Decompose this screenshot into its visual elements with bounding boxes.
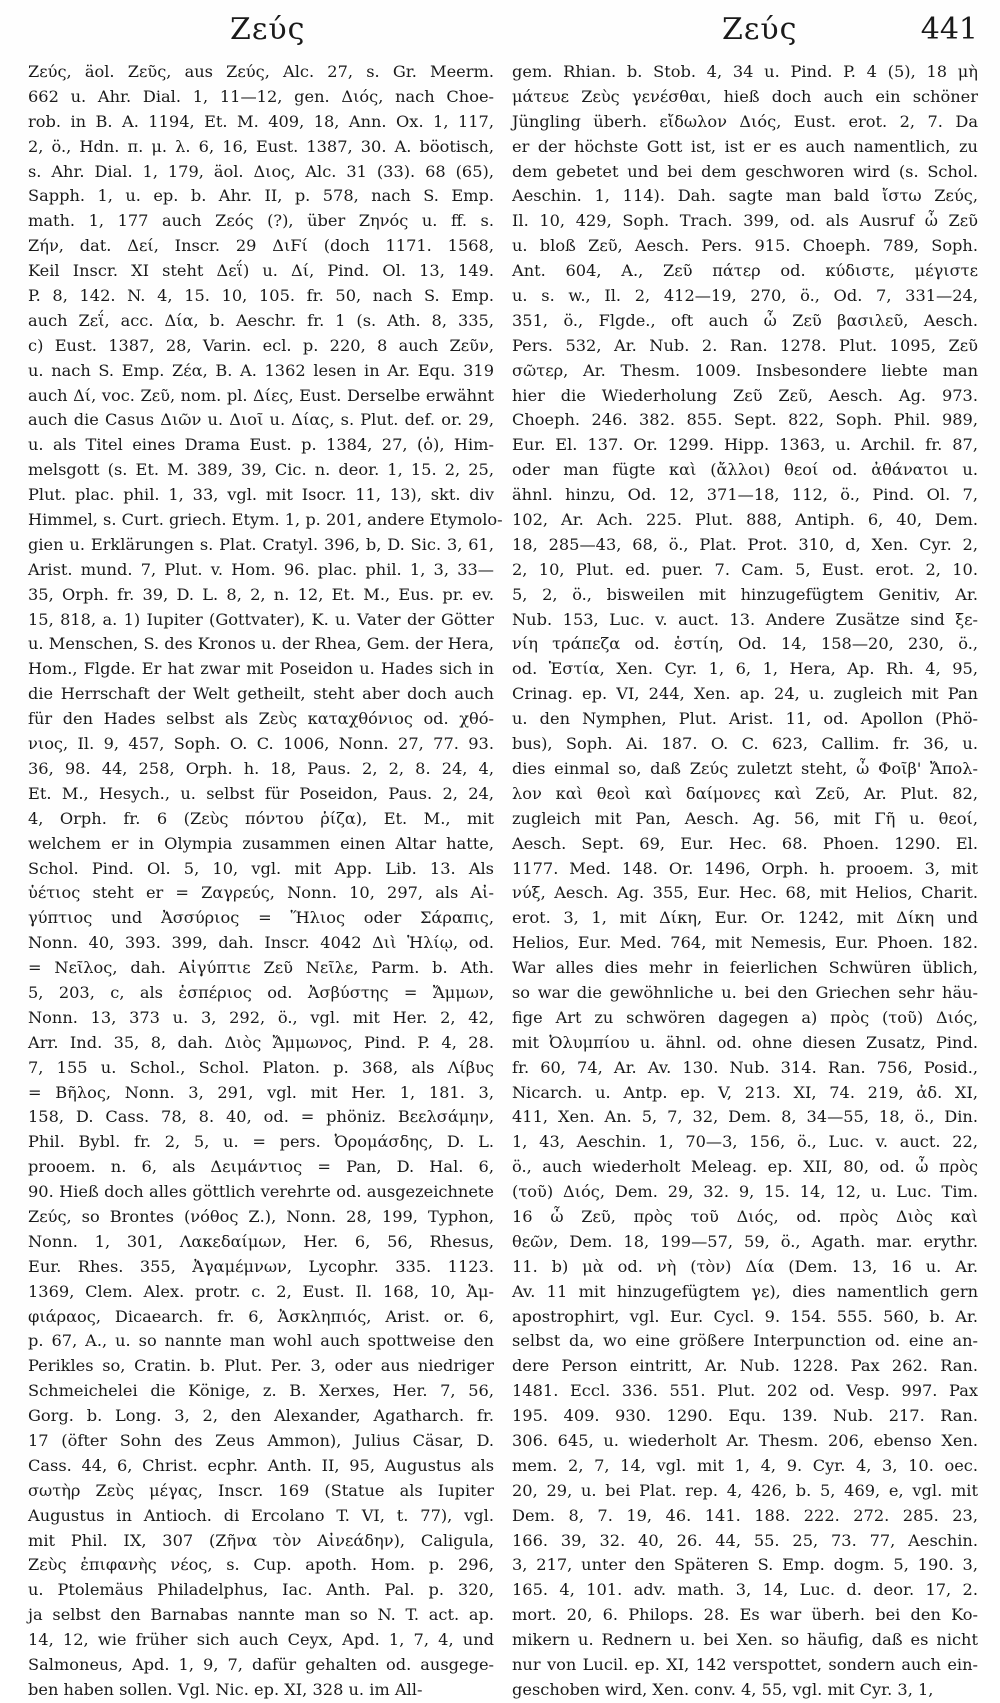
text-line: geschoben wird, Xen. conv. 4, 55, vgl. mit Cyr. 3, 1,	[512, 1679, 934, 1699]
text-line: rob. in B. A. 1194, Et. M. 409, 18, Ann. Ox. 1, 117,	[28, 111, 494, 131]
text-line: Phil. Bybl. fr. 2, 5, u. = pers. Ὀρομάσδης, D. L.	[28, 1132, 494, 1152]
text-line: so war die gewöhnliche u. bei den Griechen sehr häu-	[512, 982, 978, 1002]
text-line: Sapph. 1, u. ep. b. Ahr. II, p. 578, nach S. Emp.	[28, 186, 494, 206]
text-line: 35, Orph. fr. 39, D. L. 8, 2, n. 12, Et. M., Eus. pr. ev.	[28, 584, 494, 604]
text-line: mikern u. Rednern u. bei Xen. so häufig, daß es nicht	[512, 1630, 978, 1650]
text-line: u. Menschen, S. des Kronos u. der Rhea, Gem. der Hera,	[28, 634, 494, 654]
text-line: σῶτερ, Ar. Thesm. 1009. Insbesondere liebte man	[512, 360, 978, 380]
text-line: 5, 2, ö., bisweilen mit hinzugefügtem Genitiv, Ar.	[512, 584, 978, 604]
text-line: erot. 3, 1, mit Δίκη, Eur. Or. 1242, mit Δίκη und	[512, 908, 978, 928]
text-line: s. Ahr. Dial. 1, 179, äol. Διος, Alc. 31 (33). 68 (65),	[28, 161, 494, 181]
text-line: u. Ptolemäus Philadelphus, Iac. Anth. Pal. p. 320,	[28, 1580, 494, 1600]
text-line: 1369, Clem. Alex. protr. c. 2, Eust. Il. 168, 10, Ἀμ-	[28, 1281, 494, 1301]
text-line: 411, Xen. An. 5, 7, 32, Dem. 8, 34—55, 18, ö., Din.	[512, 1107, 978, 1127]
text-line: νύξ, Aesch. Ag. 355, Eur. Hec. 68, mit Helios, Charit.	[512, 883, 978, 903]
text-line: u. den Nymphen, Plut. Arist. 11, od. Apollon (Phö-	[512, 709, 978, 729]
text-line: u. nach S. Emp. Ζέα, B. A. 1362 lesen in Ar. Equ. 319	[28, 360, 494, 380]
text-line: Gorg. b. Long. 3, 2, den Alexander, Agatharch. fr.	[28, 1406, 494, 1426]
text-line: Eur. Rhes. 355, Ἀγαμέμνων, Lycophr. 335. 1123.	[28, 1256, 494, 1276]
text-line: 165. 4, 101. adv. math. 3, 14, Luc. d. deor. 17, 2.	[512, 1580, 978, 1600]
text-line: 2, ö., Hdn. π. μ. λ. 6, 16, Eust. 1387, 30. A. böotisch,	[28, 136, 494, 156]
text-line: Cass. 44, 6, Christ. ecphr. Anth. II, 95, Augustus als	[28, 1455, 494, 1475]
text-line: zugleich mit Pan, Aesch. Ag. 56, mit Γῆ u. θεοί,	[512, 808, 978, 828]
text-line: u. als Titel eines Drama Eust. p. 1384, 27, (ὁ), Him-	[28, 435, 494, 455]
text-line: 36, 98. 44, 258, Orph. h. 18, Paus. 2, 2, 8. 24, 4,	[28, 758, 494, 778]
text-line: mit Phil. IX, 307 (Ζῆνα τὸν Αἰνεάδην), Caligula,	[28, 1530, 494, 1550]
text-line: 166. 39, 32. 40, 26. 44, 55. 25, 73. 77, Aeschin.	[512, 1530, 978, 1550]
text-line: für den Hades selbst als Ζεὺς καταχθόνιος od. χθό-	[28, 709, 494, 729]
text-line: Himmel, s. Curt. griech. Etym. 1, p. 201, andere Etymolo-	[28, 510, 503, 530]
text-line: Arr. Ind. 35, 8, dah. Διὸς Ἄμμωνος, Pind. P. 4, 28.	[28, 1032, 494, 1052]
text-line: welchem er in Olympia zusammen einen Altar hatte,	[28, 833, 494, 853]
text-line: 102, Ar. Ach. 225. Plut. 888, Antiph. 6, 40, Dem.	[512, 510, 978, 530]
text-line: auch die Casus Διῶν u. Διοῖ u. Δίας, s. Plut. def. or. 29,	[28, 410, 494, 430]
text-line: φιάραος, Dicaearch. fr. 6, Ἀσκληπιός, Arist. or. 6,	[28, 1306, 494, 1326]
text-line: Il. 10, 429, Soph. Trach. 399, od. als Ausruf ὦ Ζεῦ	[512, 211, 978, 231]
text-line: Ζεὺς ἐπιφανὴς νέος, s. Cup. apoth. Hom. p. 296,	[28, 1555, 494, 1575]
text-line: 18, 285—43, 68, ö., Plat. Prot. 310, d, Xen. Cyr. 2,	[512, 534, 978, 554]
text-line: mit Ὀλυμπίου u. ähnl. od. ohne diesen Zusatz, Pind.	[512, 1032, 978, 1052]
text-line: 16 ὦ Ζεῦ, πρὸς τοῦ Διός, od. πρὸς Διὸς καὶ	[512, 1206, 978, 1226]
text-line: Crinag. ep. VI, 244, Xen. ap. 24, u. zugleich mit Pan	[512, 684, 978, 704]
text-line: c) Eust. 1387, 28, Varin. ecl. p. 220, 8 auch Ζεῦν,	[28, 335, 494, 355]
text-line: Nicarch. u. Antp. ep. V, 213. XI, 74. 219, ἀδ. XI,	[512, 1082, 978, 1102]
text-line: Aesch. Sept. 69, Eur. Hec. 68. Phoen. 1290. El.	[512, 833, 978, 853]
text-line: νιος, Il. 9, 457, Soph. O. C. 1006, Nonn. 27, 77. 93.	[28, 734, 494, 754]
text-line: gien u. Erklärungen s. Plat. Cratyl. 396, b, D. Sic. 3, 61,	[28, 534, 494, 554]
text-line: bus), Soph. Ai. 187. O. C. 623, Callim. fr. 36, u.	[512, 734, 978, 754]
text-line: γύπτιος und Ἀσσύριος = Ἥλιος oder Σάραπις,	[28, 908, 494, 928]
text-line: fige Art zu schwören dagegen a) πρὸς (τοῦ) Διός,	[512, 1007, 978, 1027]
text-line: od. Ἑστία, Xen. Cyr. 1, 6, 1, Hera, Ap. Rh. 4, 95,	[512, 659, 978, 679]
text-line: mem. 2, 7, 14, vgl. mit 1, 4, 9. Cyr. 4, 3, 10. oec.	[512, 1455, 978, 1475]
text-line: λον καὶ θεοὶ καὶ δαίμονες καὶ Ζεῦ, Ar. Plut. 82,	[512, 783, 978, 803]
text-line: selbst da, wo eine größere Interpunction od. eine an-	[512, 1331, 978, 1351]
text-line: 14, 12, wie früher sich auch Ceyx, Apd. 1, 7, 4, und	[28, 1630, 494, 1650]
text-line: 11. b) μὰ od. νὴ (τὸν) Δία (Dem. 13, 16 u. Ar.	[512, 1256, 978, 1276]
text-line: Plut. plac. phil. 1, 33, vgl. mit Isocr. 11, 13), skt. div	[28, 485, 494, 505]
text-line: Nonn. 13, 373 u. 3, 292, ö., vgl. mit Her. 2, 42,	[28, 1007, 494, 1027]
text-line: auch Δί, voc. Ζεῦ, nom. pl. Δίες, Eust. Derselbe erwähnt	[28, 385, 494, 405]
text-line: 90. Hieß doch alles göttlich verehrte od. ausgezeichnete	[28, 1182, 494, 1202]
page-number: 441	[920, 12, 978, 47]
text-line: dem gebetet und bei dem geschworen wird (s. Schol.	[512, 161, 978, 181]
text-line: 195. 409. 930. 1290. Equ. 139. Nub. 217. Ran.	[512, 1406, 978, 1426]
text-line: gem. Rhian. b. Stob. 4, 34 u. Pind. P. 4 (5), 18 μὴ	[512, 62, 978, 81]
text-line: Pers. 532, Ar. Nub. 2. Ran. 1278. Plut. 1095, Ζεῦ	[512, 335, 978, 355]
text-line: Helios, Eur. Med. 764, mit Nemesis, Eur. Phoen. 182.	[512, 933, 978, 953]
text-line: Schmeichelei die Könige, z. B. Xerxes, Her. 7, 56,	[28, 1381, 494, 1401]
text-line: Ζεύς, äol. Ζεῦς, aus Ζεύς, Alc. 27, s. Gr. Meerm.	[28, 62, 494, 81]
text-line: 1481. Eccl. 336. 551. Plut. 202 od. Vesp. 997. Pax	[512, 1381, 978, 1401]
text-line: mort. 20, 6. Philops. 28. Es war überh. bei den Ko-	[512, 1605, 978, 1625]
text-line: Ζεύς, so Brontes (νόθος Ζ.), Nonn. 28, 199, Typhon,	[28, 1206, 494, 1226]
text-line: auch Ζεΐ, acc. Δία, b. Aeschr. fr. 1 (s. Ath. 8, 335,	[28, 310, 494, 330]
left-column	[28, 60, 503, 1699]
text-line: Keil Inscr. XI steht Δεΐ) u. Δί, Pind. Ol. 13, 149.	[28, 261, 494, 281]
text-line: = Βῆλος, Nonn. 3, 291, vgl. mit Her. 1, 181. 3,	[28, 1082, 494, 1102]
text-line: νίη τράπεζα od. ἑστίη, Od. 14, 158—20, 230, ö.,	[512, 634, 978, 654]
text-line: oder man fügte καὶ (ἄλλοι) θεοί od. ἀθάνατοι u.	[512, 460, 978, 480]
text-line: ö., auch wiederholt Meleag. ep. XII, 80, od. ὦ πρὸς	[512, 1157, 978, 1177]
text-line: = Νεῖλος, dah. Αἰγύπτιε Ζεῦ Νεῖλε, Parm. b. Ath.	[28, 958, 494, 978]
text-line: σωτὴρ Ζεὺς μέγας, Inscr. 169 (Statue als Iupiter	[28, 1480, 494, 1500]
text-line: melsgott (s. Et. M. 389, 39, Cic. n. deor. 1, 15. 2, 25,	[28, 460, 494, 480]
text-line: (τοῦ) Διός, Dem. 29, 32. 9, 15. 14, 12, u. Luc. Tim.	[512, 1182, 978, 1202]
text-line: p. 67, A., u. so nannte man wohl auch spottweise den	[28, 1331, 494, 1351]
text-line: Av. 11 mit hinzugefügtem γε), dies namentlich gern	[512, 1281, 978, 1301]
text-line: math. 1, 177 auch Ζεός (?), über Ζηνός u. ff. s.	[28, 211, 494, 231]
text-line: ὑέτιος steht er = Ζαγρεύς, Nonn. 10, 297, als Αἰ-	[28, 883, 494, 903]
text-line: Ant. 604, A., Ζεῦ πάτερ od. κύδιστε, μέγιστε	[512, 261, 978, 281]
text-line: Jüngling überh. εἴδωλον Διός, Eust. erot. 2, 7. Da	[512, 111, 978, 131]
text-line: 4, Orph. fr. 6 (Ζεὺς πόντου ῥίζα), Et. M., mit	[28, 808, 494, 828]
text-line: μάτευε Ζεὺς γενέσθαι, hieß doch auch ein schöner	[512, 86, 978, 106]
text-line: dies einmal so, daß Ζεύς zuletzt steht, ὦ Φοῖβ' Ἄπολ-	[512, 758, 978, 778]
text-line: apostrophirt, vgl. Eur. Cycl. 9. 154. 555. 560, b. Ar.	[512, 1306, 978, 1326]
text-line: Et. M., Hesych., u. selbst für Poseidon, Paus. 2, 24,	[28, 783, 494, 803]
right-column	[512, 60, 978, 1699]
running-headword-left: Ζεύς	[230, 12, 306, 47]
running-headword-right: Ζεύς	[722, 12, 798, 47]
text-line: nur von Lucil. ep. XI, 142 verspottet, sondern auch ein-	[512, 1655, 978, 1674]
text-line: ähnl. hinzu, Od. 12, 371—18, 112, ö., Pind. Ol. 7,	[512, 485, 978, 505]
text-line: 662 u. Ahr. Dial. 1, 11—12, gen. Διός, nach Choe-	[28, 86, 494, 106]
text-line: ja selbst den Barnabas nannte man so N. T. act. ap.	[28, 1605, 494, 1625]
text-line: Ζήν, dat. Δεί, Inscr. 29 ΔιϜί (doch 1171. 1568,	[28, 236, 494, 256]
text-line: Salmoneus, Apd. 1, 9, 7, dafür gehalten od. ausgege-	[28, 1655, 494, 1674]
text-line: er der höchste Gott ist, ist er es auch namentlich, zu	[512, 136, 978, 156]
text-line: 17 (öfter Sohn des Zeus Ammon), Julius Cäsar, D.	[28, 1430, 494, 1450]
text-line: ben haben sollen. Vgl. Nic. ep. XI, 328 u. im All-	[28, 1679, 423, 1699]
text-line: Perikles so, Cratin. b. Plut. Per. 3, oder aus niedriger	[28, 1356, 494, 1376]
text-line: 3, 217, unter den Späteren S. Emp. dogm. 5, 190. 3,	[512, 1555, 978, 1575]
text-line: Arist. mund. 7, Plut. v. Hom. 96. plac. phil. 1, 3, 33—	[28, 559, 494, 579]
text-line: 1, 43, Aeschin. 1, 70—3, 156, ö., Luc. v. auct. 22,	[512, 1132, 978, 1152]
text-line: 1177. Med. 148. Or. 1496, Orph. h. prooem. 3, mit	[512, 858, 978, 878]
text-line: Choeph. 246. 382. 855. Sept. 822, Soph. Phil. 989,	[512, 410, 978, 430]
text-line: Nonn. 1, 301, Λακεδαίμων, Her. 6, 56, Rhesus,	[28, 1231, 494, 1251]
text-line: 15, 818, a. 1) Iupiter (Gottvater), K. u. Vater der Götter	[28, 609, 494, 629]
text-line: Dem. 8, 7. 19, 46. 141. 188. 222. 272. 285. 23,	[512, 1505, 978, 1525]
text-line: fr. 60, 74, Ar. Av. 130. Nub. 314. Ran. 756, Posid.,	[512, 1057, 978, 1077]
text-line: prooem. n. 6, als Δειμάντιος = Pan, D. Hal. 6,	[28, 1157, 494, 1177]
text-line: u. bloß Ζεῦ, Aesch. Pers. 915. Choeph. 789, Soph.	[512, 236, 978, 256]
text-line: die Herrschaft der Welt getheilt, steht aber doch auch	[28, 684, 494, 704]
text-line: hier die Wiederholung Ζεῦ Ζεῦ, Aesch. Ag. 973.	[512, 385, 978, 405]
text-line: dere Person eintritt, Ar. Nub. 1228. Pax 262. Ran.	[512, 1356, 978, 1376]
text-line: P. 8, 142. N. 4, 15. 10, 105. fr. 50, nach S. Emp.	[28, 286, 494, 306]
text-line: 2, 10, Plut. ed. puer. 7. Cam. 5, Eust. erot. 2, 10.	[512, 559, 978, 579]
text-columns	[28, 60, 978, 1699]
text-line: 7, 155 u. Schol., Schol. Platon. p. 368, als Λίβυς	[28, 1057, 494, 1077]
text-line: Schol. Pind. Ol. 5, 10, vgl. mit App. Lib. 13. Als	[28, 858, 494, 878]
text-line: 351, ö., Flgde., oft auch ὦ Ζεῦ βασιλεῦ, Aesch.	[512, 310, 978, 330]
running-header	[20, 8, 980, 54]
text-line: u. s. w., Il. 2, 412—19, 270, ö., Od. 7, 331—24,	[512, 286, 978, 306]
text-line: Nonn. 40, 393. 399, dah. Inscr. 4042 Διὶ Ἡλίῳ, od.	[28, 933, 494, 953]
text-line: Nub. 153, Luc. v. auct. 13. Andere Zusätze sind ξε-	[512, 609, 978, 629]
text-line: 306. 645, u. wiederholt Ar. Thesm. 206, ebenso Xen.	[512, 1430, 978, 1450]
text-line: 158, D. Cass. 78, 8. 40, od. = phöniz. Βεελσάμην,	[28, 1107, 494, 1127]
text-line: War alles dies mehr in feierlichen Schwüren üblich,	[512, 958, 978, 978]
text-line: Eur. El. 137. Or. 1299. Hipp. 1363, u. Archil. fr. 87,	[512, 435, 978, 455]
text-line: Augustus in Antioch. di Ercolano T. VI, t. 77), vgl.	[28, 1505, 494, 1525]
text-line: Aeschin. 1, 114). Dah. sagte man bald ἴστω Ζεύς,	[512, 186, 978, 206]
text-line: Hom., Flgde. Er hat zwar mit Poseidon u. Hades sich in	[28, 659, 494, 679]
text-line: θεῶν, Dem. 18, 199—57, 59, ö., Agath. mar. erythr.	[512, 1231, 978, 1251]
text-line: 20, 29, u. bei Plat. rep. 4, 426, b. 5, 469, e, vgl. mit	[512, 1480, 978, 1500]
text-line: 5, 203, c, als ἑσπέριος od. Ἀσβύστης = Ἄμμων,	[28, 982, 494, 1002]
